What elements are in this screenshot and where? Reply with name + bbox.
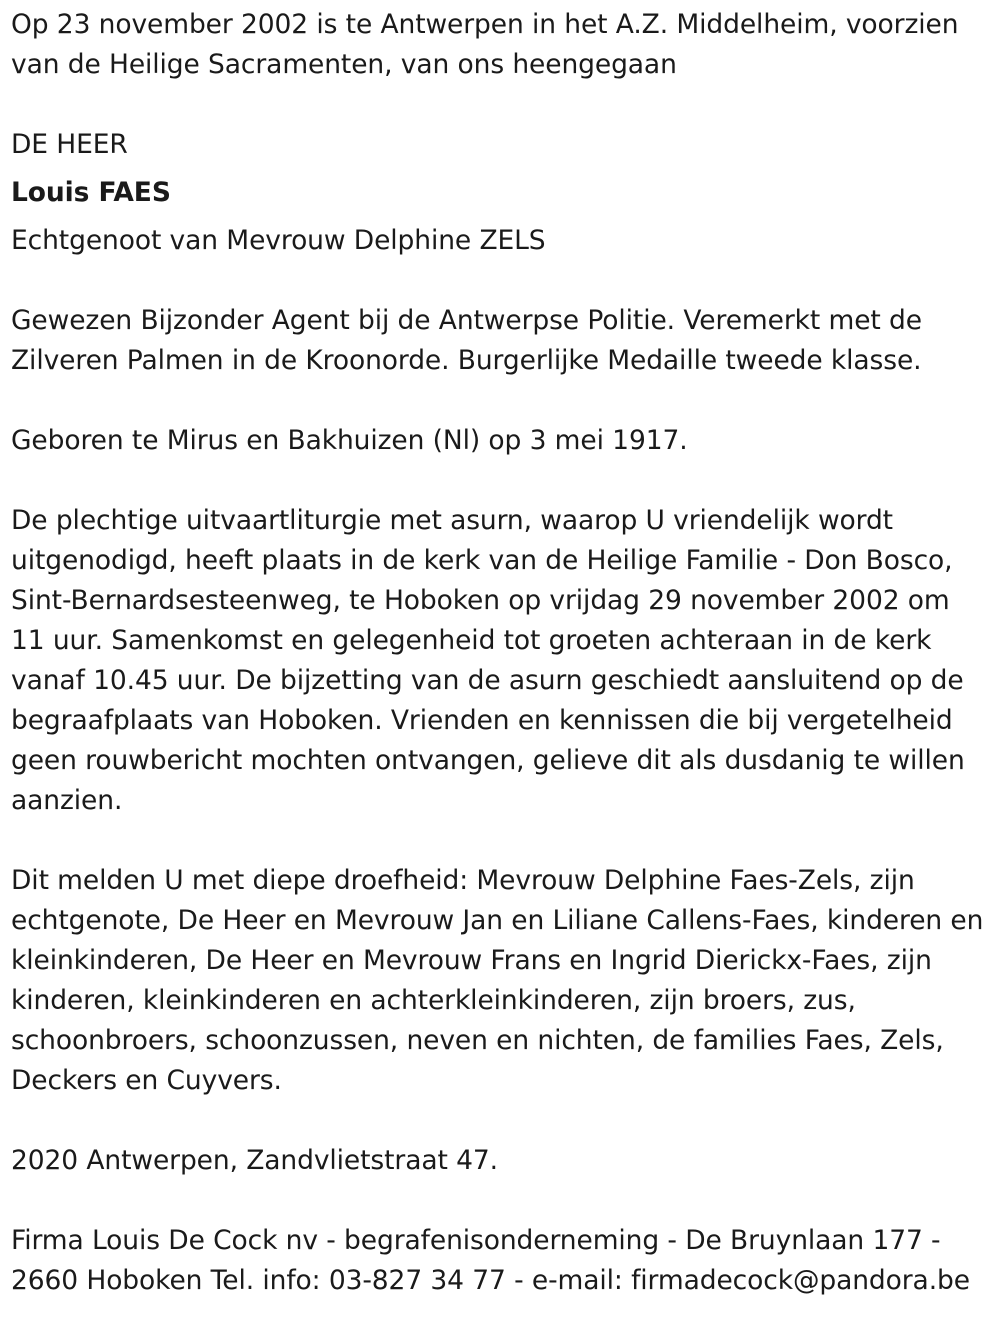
address-text: 2020 Antwerpen, Zandvlietstraat 47. — [11, 1145, 498, 1176]
birth-text: Geboren te Mirus en Bakhuizen (Nl) op 3 mei 1917. — [11, 425, 688, 456]
funeral-home-text: Firma Louis De Cock nv - begrafenisonderneming - De Bruynlaan 177 - 2660 Hoboken Tel. info: 03-827 34 77 - e-mail: firmadecock@pandora.be — [11, 1225, 970, 1296]
deceased-name: Louis FAES — [11, 177, 171, 208]
career-text: Gewezen Bijzonder Agent bij de Antwerpse Politie. Veremerkt met de Zilveren Palmen in de Kroonorde. Burgerlijke Medaille tweede klasse. — [11, 305, 922, 376]
ceremony-text: De plechtige uitvaartliturgie met asurn, waarop U vriendelijk wordt uitgenodigd, heeft plaats in de kerk van de Heilige Familie - Don Bosco, Sint-Bernardsesteenweg, te Hoboken op vrijdag 29 november 2002 om 11 uur. Samenkomst en gelegenheid tot groeten achteraan in de kerk vanaf 10.45 uur. De bijzetting van de asurn geschiedt aansluitend op de begraafplaats van Hoboken. Vrienden en kennissen die bij vergetelheid geen rouwbericht mochten ontvangen, gelieve dit als dusdanig te willen aanzien. — [11, 505, 965, 816]
family-text: Dit melden U met diepe droefheid: Mevrouw Delphine Faes-Zels, zijn echtgenote, De Heer en Mevrouw Jan en Liliane Callens-Faes, kinderen en kleinkinderen, De Heer en Mevrouw Frans en Ingrid Dierickx-Faes, zijn kinderen, kleinkinderen en achterkleinkinderen, zijn broers, zus, schoonbroers, schoonzussen, neven en nichten, de families Faes, Zels, Deckers en Cuyvers. — [11, 865, 984, 1096]
honorific: DE HEER — [11, 129, 128, 160]
intro-text: Op 23 november 2002 is te Antwerpen in het A.Z. Middelheim, voorzien van de Heilige Sacramenten, van ons heengegaan — [11, 9, 959, 80]
spouse-line: Echtgenoot van Mevrouw Delphine ZELS — [11, 225, 546, 256]
